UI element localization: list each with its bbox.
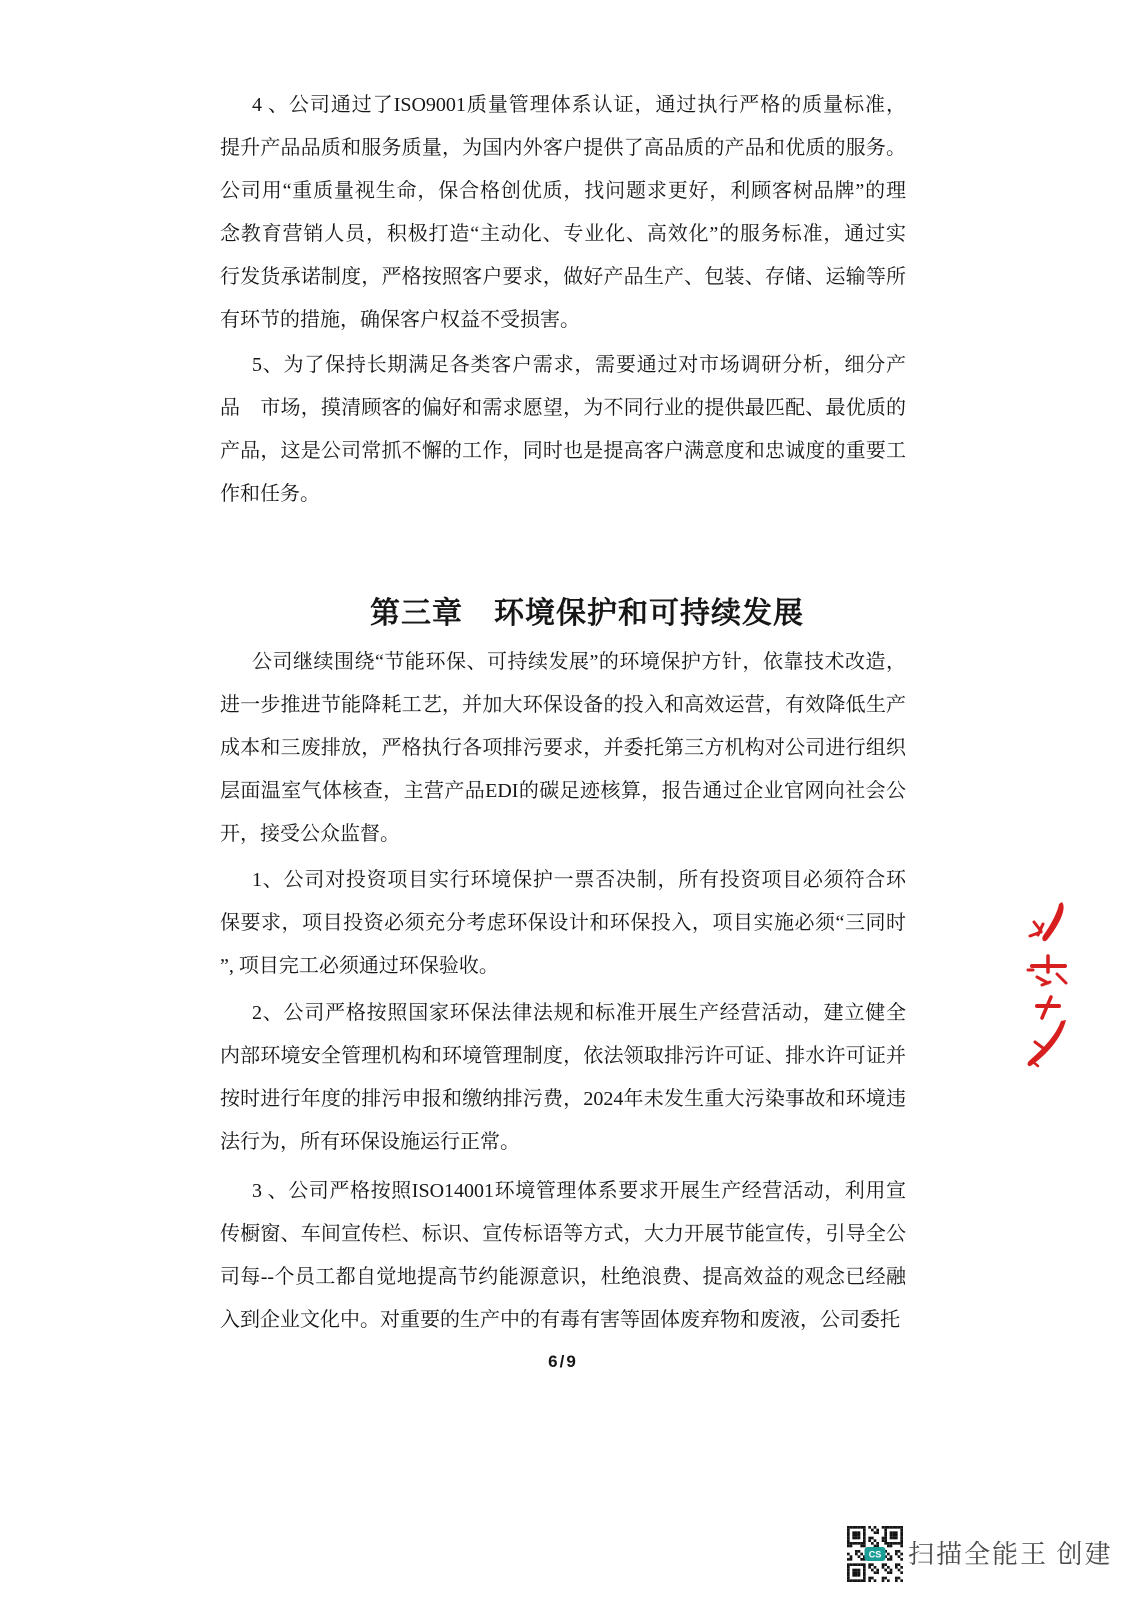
paragraph-quality-item-5 [220,344,906,516]
text-line: 作和任务。 [220,483,320,505]
text-line: 行发货承诺制度，严格按照客户要求，做好产品生产、包装、存储、运输等所 [220,266,906,288]
text-line: 按时进行年度的排污申报和缴纳排污费，2024年未发生重大污染事故和环境违 [220,1088,906,1110]
qr-code [847,1526,903,1582]
text-line: 5、为了保持长期满足各类客户需求，需要通过对市场调研分析，细分产 [252,354,906,376]
paragraph-environment-intro [220,641,906,856]
chapter-heading: 第三章 环境保护和可持续发展 [370,597,804,631]
text-line: 法行为，所有环保设施运行正常。 [220,1131,520,1153]
paragraph-quality-item-4 [220,84,906,342]
text-line: 有环节的措施，确保客户权益不受损害。 [220,309,580,331]
text-line: 成本和三废排放，严格执行各项排污要求，并委托第三方机构对公司进行组织 [220,737,906,759]
text-line: 4 、公司通过了ISO9001质量管理体系认证，通过执行严格的质量标准， [252,94,906,116]
text-line: ”, 项目完工必须通过环保验收。 [220,955,499,977]
text-line: 1、公司对投资项目实行环境保护一票否决制，所有投资项目必须符合环 [252,869,906,891]
text-line: 念教育营销人员，积极打造“主动化、专业化、高效化”的服务标准，通过实 [220,223,906,245]
paragraph-environment-item-3 [220,1170,906,1342]
page-number: 6/9 [548,1352,578,1371]
text-line: 公司继续围绕“节能环保、可持续发展”的环境保护方针，依靠技术改造， [252,651,906,673]
red-seal-mark [1022,898,1074,1068]
svg-text:CS: CS [868,1549,882,1560]
page-content [220,0,906,1600]
text-line: 层面温室气体核查，主营产品EDI的碳足迹核算，报告通过企业官网向社会公 [220,780,906,802]
text-line: 产品，这是公司常抓不懈的工作，同时也是提高客户满意度和忠诚度的重要工 [220,440,906,462]
scanner-credit-text: 扫描全能王 创建 [908,1540,1113,1569]
text-line: 保要求，项目投资必须充分考虑环保设计和环保投入，项目实施必须“三同时 [220,912,906,934]
text-line: 开，接受公众监督。 [220,823,400,845]
red-seal-strokes [1022,898,1074,1068]
qr-code-image [847,1526,903,1582]
text-line: 公司用“重质量视生命，保合格创优质，找问题求更好，利顾客树品牌”的理 [220,180,906,202]
text-line: 司每--个员工都自觉地提高节约能源意识，杜绝浪费、提高效益的观念已经融 [220,1266,906,1288]
text-line: 品 市场，摸清顾客的偏好和需求愿望，为不同行业的提供最匹配、最优质的 [220,397,906,419]
text-line: 进一步推进节能降耗工艺，并加大环保设备的投入和高效运营，有效降低生产 [220,694,906,716]
text-line: 3 、公司严格按照ISO14001环境管理体系要求开展生产经营活动，利用宣 [252,1180,906,1202]
text-line: 入到企业文化中。对重要的生产中的有毒有害等固体废弃物和废液，公司委托 [220,1309,900,1331]
paragraph-environment-item-2 [220,992,906,1164]
paragraph-environment-item-1 [220,859,906,988]
text-line: 传橱窗、车间宣传栏、标识、宣传标语等方式，大力开展节能宣传，引导全公 [220,1223,906,1245]
text-line: 提升产品品质和服务质量，为国内外客户提供了高品质的产品和优质的服务。 [220,137,906,159]
text-line: 2、公司严格按照国家环保法律法规和标准开展生产经营活动，建立健全 [252,1002,906,1024]
text-line: 内部环境安全管理机构和环境管理制度，依法领取排污许可证、排水许可证并 [220,1045,906,1067]
